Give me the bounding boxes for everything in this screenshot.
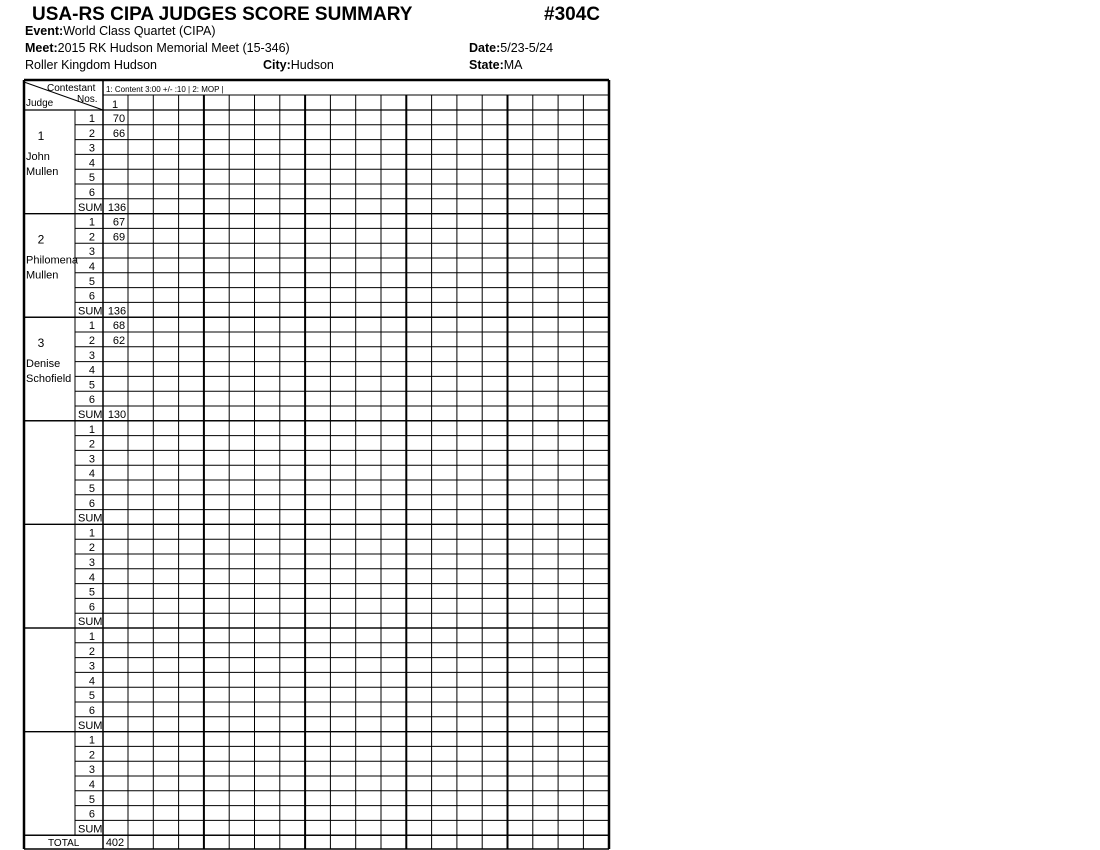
- scoring-note: 1: Content 3:00 +/- :10 | 2: MOP |: [106, 85, 224, 94]
- state-value: MA: [503, 58, 523, 72]
- score-cell: 69: [112, 231, 126, 244]
- row-label: 6: [88, 394, 95, 407]
- row-label: 2: [88, 438, 95, 451]
- event-value: World Class Quartet (CIPA): [63, 24, 216, 38]
- row-label: 6: [88, 808, 95, 821]
- city-label: City:: [263, 58, 291, 72]
- nos-label: Nos.: [77, 94, 98, 105]
- total-cell: 402: [105, 837, 125, 850]
- sum-label: SUM: [78, 823, 103, 836]
- row-label: 2: [88, 749, 95, 762]
- row-label: 6: [88, 290, 95, 303]
- contestant-label: Contestant: [47, 83, 96, 94]
- row-label: 4: [88, 261, 95, 273]
- row-label: 5: [88, 793, 95, 806]
- judge-last-name: Mullen: [26, 269, 59, 282]
- row-label: 4: [88, 364, 95, 377]
- row-label: 6: [88, 187, 95, 199]
- page-title: USA-RS CIPA JUDGES SCORE SUMMARY: [32, 4, 413, 25]
- row-label: 1: [88, 734, 95, 747]
- row-label: 5: [88, 275, 95, 288]
- row-label: 3: [88, 764, 95, 777]
- row-label: 6: [88, 705, 95, 717]
- row-label: 3: [88, 246, 95, 259]
- judge-number: 1: [37, 129, 45, 143]
- sum-cell: 136: [107, 305, 127, 318]
- row-label: 2: [88, 542, 95, 555]
- row-label: 1: [88, 320, 95, 333]
- judge-last-name: Mullen: [26, 166, 59, 178]
- row-label: 4: [88, 157, 95, 170]
- meet-value: 2015 RK Hudson Memorial Meet (15-346): [57, 41, 290, 55]
- row-label: 4: [88, 779, 95, 791]
- score-cell: 68: [112, 320, 126, 333]
- row-label: 1: [88, 113, 95, 125]
- row-label: 6: [88, 601, 95, 614]
- row-label: 5: [88, 690, 95, 703]
- sum-label: SUM: [78, 409, 103, 421]
- judge-label: Judge: [26, 98, 54, 109]
- sum-label: SUM: [78, 719, 103, 732]
- row-label: 5: [88, 586, 95, 599]
- row-label: 5: [88, 172, 95, 185]
- score-cell: 70: [112, 113, 126, 125]
- row-label: 1: [88, 216, 95, 229]
- judge-first-name: John: [26, 151, 50, 163]
- row-label: 5: [88, 379, 95, 392]
- row-label: 3: [88, 660, 95, 673]
- row-label: 3: [88, 142, 95, 155]
- judge-last-name: Schofield: [26, 373, 72, 386]
- row-label: 5: [88, 483, 95, 495]
- row-label: 2: [88, 645, 95, 658]
- score-cell: 66: [112, 127, 126, 140]
- form-number: #304C: [544, 4, 600, 25]
- state-label: State:: [469, 58, 504, 72]
- row-label: 1: [88, 631, 95, 643]
- row-label: 4: [88, 675, 95, 688]
- row-label: 6: [88, 497, 95, 510]
- total-label: TOTAL: [48, 838, 80, 850]
- judge-number: 2: [37, 232, 45, 247]
- sum-label: SUM: [78, 616, 103, 629]
- row-label: 4: [88, 468, 95, 481]
- row-label: 2: [88, 231, 95, 244]
- row-label: 1: [88, 423, 95, 436]
- judge-number: 3: [37, 336, 45, 351]
- judge-first-name: Philomena: [26, 254, 78, 267]
- city-value: Hudson: [290, 58, 334, 72]
- score-cell: 67: [112, 216, 126, 229]
- event-label: Event:: [25, 24, 64, 38]
- row-label: 3: [88, 349, 95, 362]
- sum-cell: 130: [107, 409, 127, 421]
- sum-label: SUM: [78, 201, 103, 214]
- sum-cell: 136: [107, 201, 127, 214]
- judge-first-name: Denise: [26, 358, 61, 371]
- row-label: 1: [88, 527, 95, 540]
- row-label: 3: [88, 453, 95, 466]
- row-label: 2: [88, 335, 95, 347]
- venue-value: Roller Kingdom Hudson: [25, 58, 158, 72]
- contestant-number: 1: [111, 99, 119, 111]
- meet-label: Meet:: [25, 41, 58, 55]
- date-label: Date:: [469, 41, 501, 55]
- row-label: 4: [88, 571, 95, 584]
- sum-label: SUM: [78, 305, 103, 318]
- score-cell: 62: [112, 335, 126, 347]
- date-value: 5/23-5/24: [500, 41, 554, 55]
- sum-label: SUM: [78, 512, 103, 525]
- row-label: 2: [88, 127, 95, 140]
- row-label: 3: [88, 557, 95, 569]
